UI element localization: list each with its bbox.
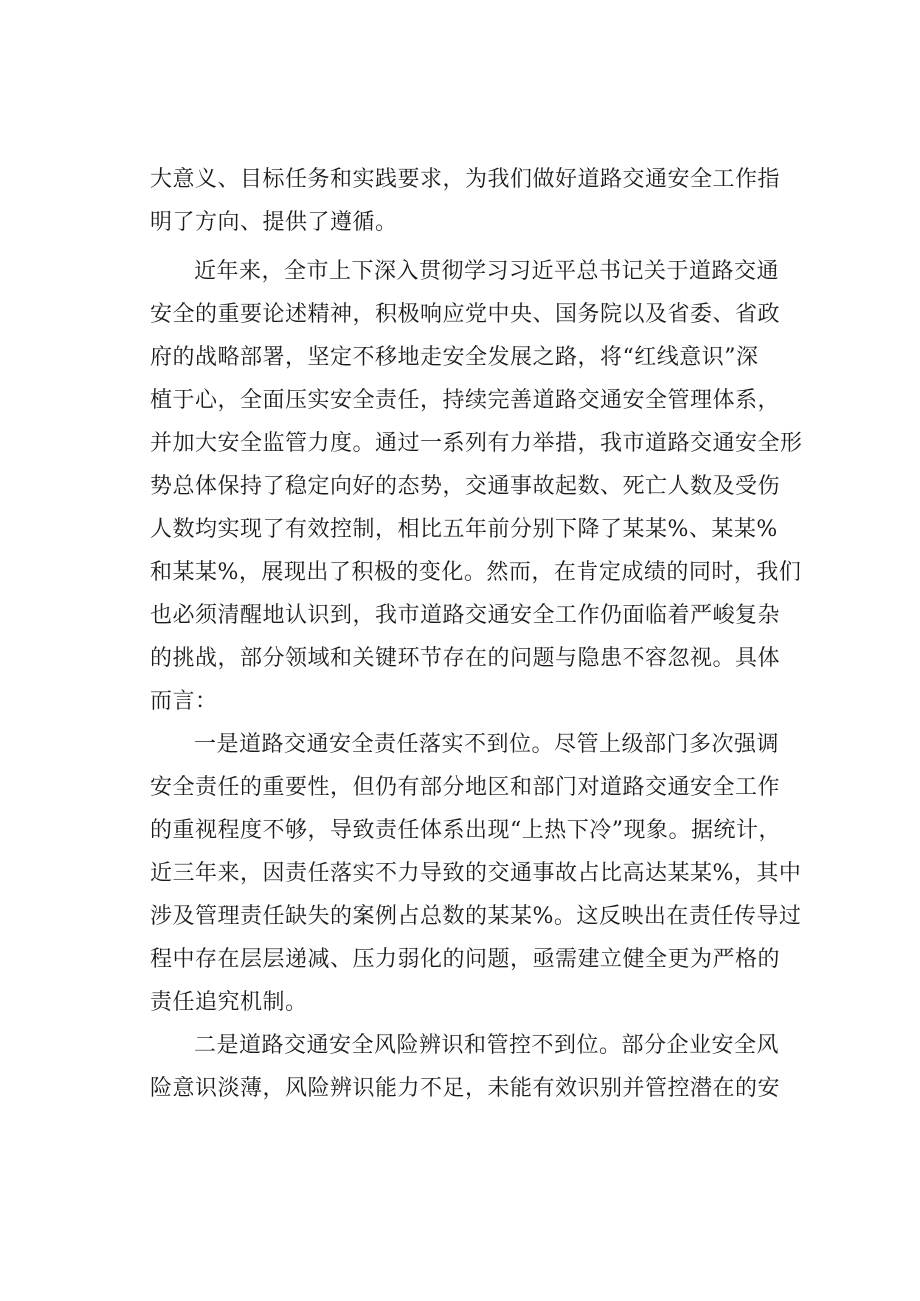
text-line: 涉及管理责任缺失的案例占总数的某某%。这反映出在责任传导过 xyxy=(150,904,802,929)
text-line: 而言： xyxy=(150,689,218,714)
text-line: 势总体保持了稳定向好的态势，交通事故起数、死亡人数及受伤 xyxy=(150,474,781,499)
text-line: 二是道路交通安全风险辨识和管控不到位。部分企业安全风 xyxy=(194,1033,780,1058)
paragraph-point-two xyxy=(150,1024,810,1110)
text-line: 一是道路交通安全责任落实不到位。尽管上级部门多次强调 xyxy=(194,732,780,757)
text-line: 大意义、目标任务和实践要求，为我们做好道路交通安全工作指 xyxy=(150,167,781,192)
text-line: 责任追究机制。 xyxy=(150,990,308,1015)
text-line: 也必须清醒地认识到，我市道路交通安全工作仍面临着严峻复杂 xyxy=(150,603,781,628)
text-line: 的重视程度不够，导致责任体系出现“上热下冷”现象。据统计， xyxy=(150,818,781,843)
text-line: 府的战略部署，坚定不移地走安全发展之路，将“红线意识”深 xyxy=(150,345,759,370)
text-line: 安全的重要论述精神，积极响应党中央、国务院以及省委、省政 xyxy=(150,302,781,327)
paragraph-intro-continuation xyxy=(150,158,810,244)
text-line: 明了方向、提供了遵循。 xyxy=(150,210,398,235)
paragraph-overview xyxy=(150,250,810,723)
text-line: 近年来，全市上下深入贯彻学习习近平总书记关于道路交通 xyxy=(194,259,780,284)
text-line: 险意识淡薄，风险辨识能力不足，未能有效识别并管控潜在的安 xyxy=(150,1076,781,1101)
paragraph-point-one xyxy=(150,723,810,1024)
text-line: 人数均实现了有效控制，相比五年前分别下降了某某%、某某% xyxy=(150,517,778,542)
text-line: 近三年来，因责任落实不力导致的交通事故占比高达某某%，其中 xyxy=(150,861,802,886)
text-line: 的挑战，部分领域和关键环节存在的问题与隐患不容忽视。具体 xyxy=(150,646,781,671)
text-line: 植于心，全面压实安全责任，持续完善道路交通安全管理体系， xyxy=(150,388,781,413)
text-line: 安全责任的重要性，但仍有部分地区和部门对道路交通安全工作 xyxy=(150,775,781,800)
text-line: 程中存在层层递减、压力弱化的问题，亟需建立健全更为严格的 xyxy=(150,947,781,972)
text-line: 并加大安全监管力度。通过一系列有力举措，我市道路交通安全形 xyxy=(150,431,803,456)
text-line: 和某某%，展现出了积极的变化。然而，在肯定成绩的同时，我们 xyxy=(150,560,802,585)
